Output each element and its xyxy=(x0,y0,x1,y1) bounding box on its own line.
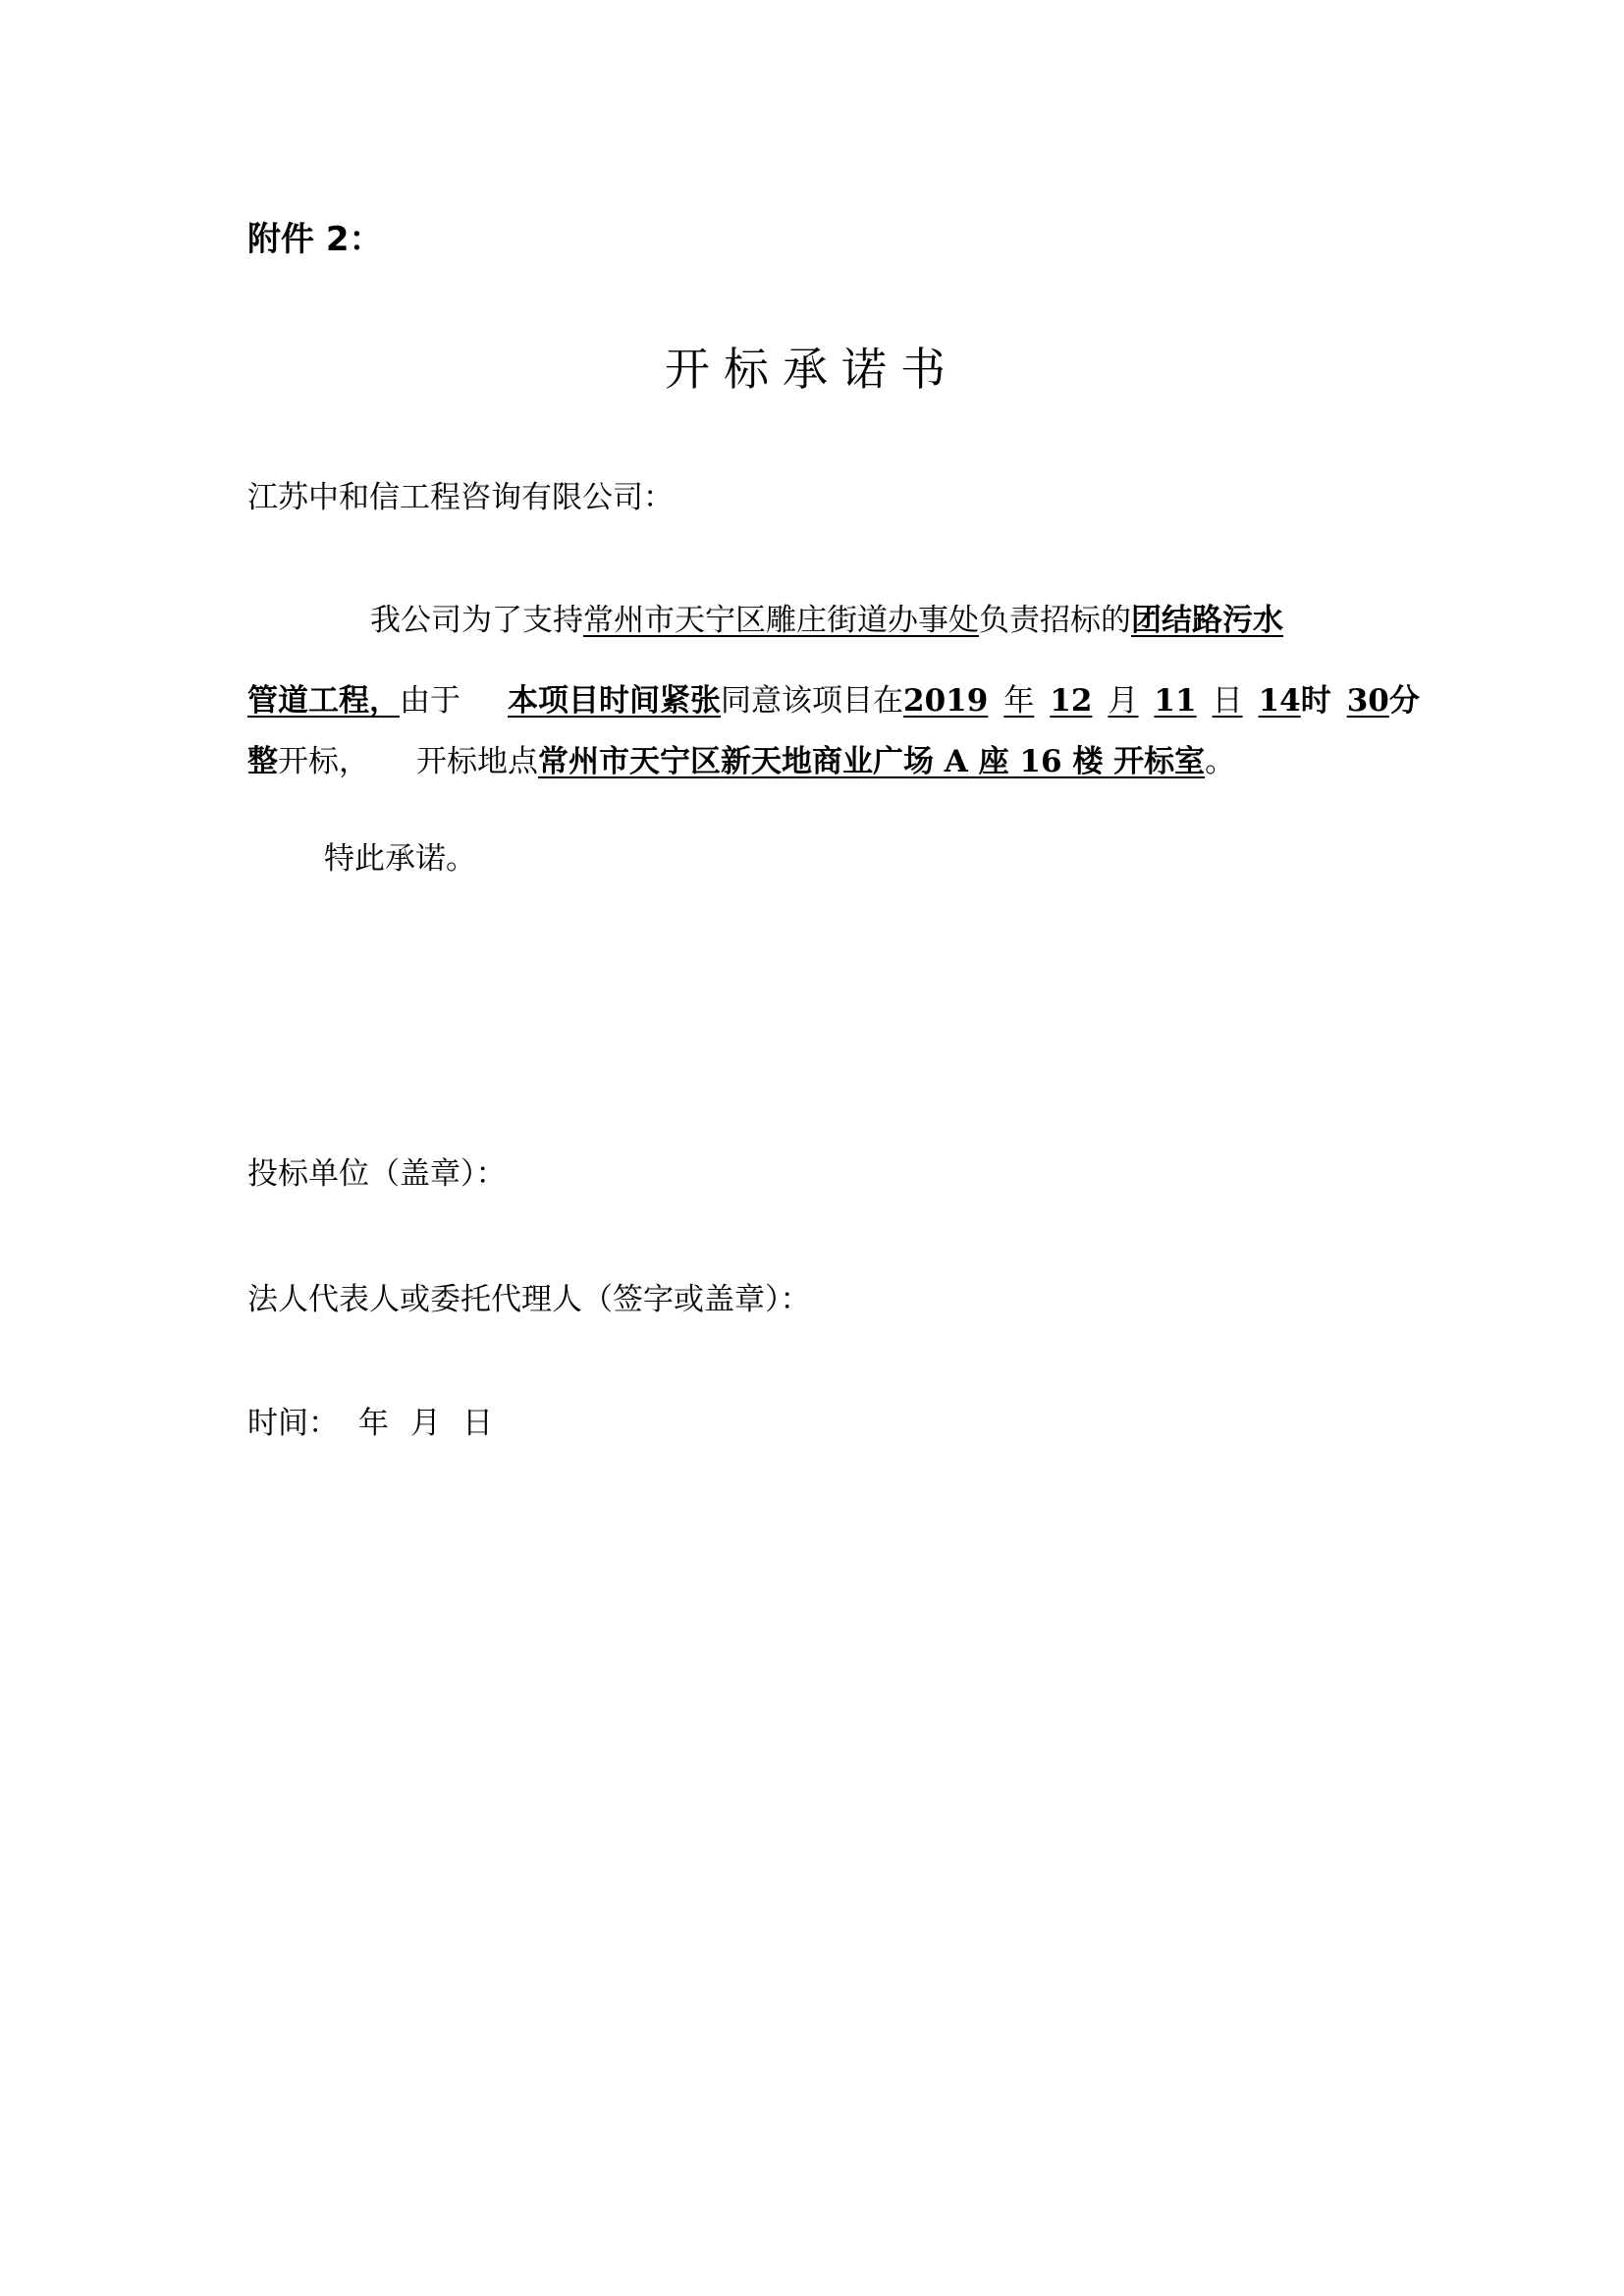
hour-unit: 时 xyxy=(1300,683,1331,719)
paragraph-line-1 xyxy=(370,599,1283,642)
date-fields xyxy=(358,1402,493,1445)
month-unit: 月 xyxy=(1108,683,1139,719)
paragraph-text: 。 xyxy=(1205,744,1236,779)
opening-hour: 14 xyxy=(1258,683,1301,719)
representative-signature-label: 法人代表人或委托代理人（签字或盖章）： xyxy=(247,1282,811,1317)
recipient: 江苏中和信工程咨询有限公司： xyxy=(247,480,674,515)
date-line xyxy=(247,1402,493,1445)
paragraph-text: 开标， xyxy=(278,744,369,779)
reason-text: 本项目时间紧张 xyxy=(508,683,721,719)
opening-month: 12 xyxy=(1050,683,1093,719)
tenderee-name: 常州市天宁区雕庄街道办事处 xyxy=(583,603,979,638)
attachment-label: 附件 2： xyxy=(247,220,383,259)
minute-unit: 分 xyxy=(1388,683,1420,719)
paragraph-line-3 xyxy=(247,740,1235,783)
whole-text: 整 xyxy=(247,744,278,779)
day-label: 日 xyxy=(462,1406,493,1441)
reason-field xyxy=(460,683,721,719)
bidder-seal-label: 投标单位（盖章）： xyxy=(247,1156,507,1192)
year-unit: 年 xyxy=(1003,683,1035,719)
paragraph-text: 负责招标的 xyxy=(979,603,1131,638)
document-title: 开标承诺书 xyxy=(665,343,959,396)
paragraph-text: 开标地点 xyxy=(416,744,538,779)
hereby-statement: 特此承诺。 xyxy=(324,841,476,877)
opening-location: 常州市天宁区新天地商业广场 A 座 16 楼 开标室 xyxy=(538,744,1206,779)
paragraph-text: 我公司为了支持 xyxy=(370,603,583,638)
project-name-part1: 团结路污水 xyxy=(1131,603,1283,638)
paragraph-text: 由于 xyxy=(400,683,460,719)
paragraph-text: 同意该项目在 xyxy=(721,683,903,719)
date-label: 时间： xyxy=(247,1406,339,1441)
year-label: 年 xyxy=(358,1406,389,1441)
project-name-part2: 管道工程， xyxy=(247,683,400,719)
day-unit: 日 xyxy=(1212,683,1243,719)
paragraph-line-2 xyxy=(247,679,1420,722)
opening-minute: 30 xyxy=(1346,683,1389,719)
opening-day: 11 xyxy=(1154,683,1197,719)
month-label: 月 xyxy=(410,1406,441,1441)
opening-year: 2019 xyxy=(903,683,989,719)
